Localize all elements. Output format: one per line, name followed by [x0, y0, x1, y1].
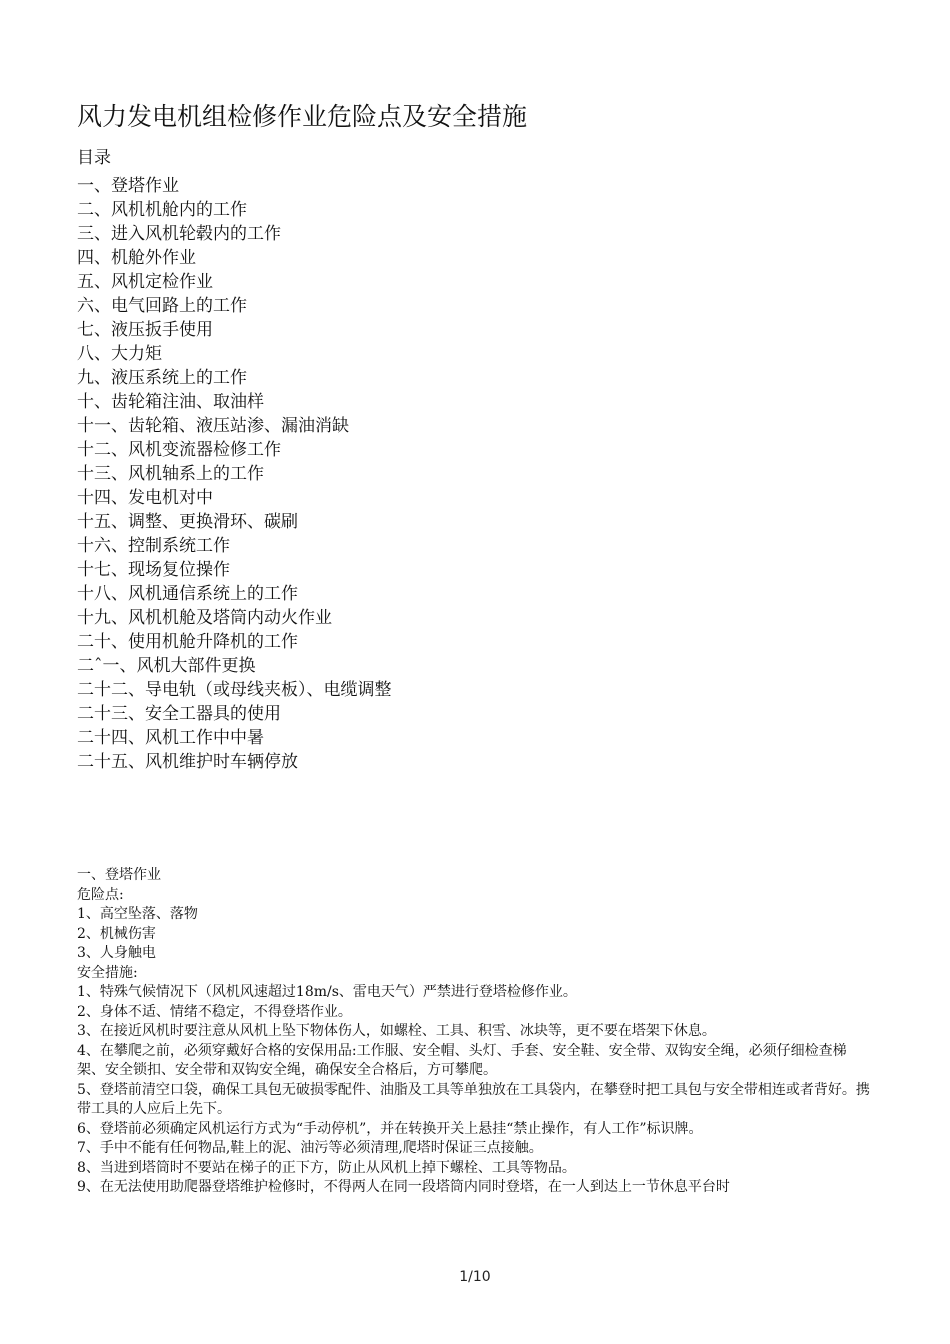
toc-item: 十七、现场复位操作: [77, 560, 230, 580]
toc-item: 二十五、风机维护时车辆停放: [77, 752, 298, 772]
toc-item: 二十二、导电轨（或母线夹板）、电缆调整: [77, 680, 392, 700]
toc-item: 十、齿轮箱注油、取油样: [77, 392, 264, 412]
table-of-contents: [77, 174, 392, 774]
toc-item: 十八、风机通信系统上的工作: [77, 584, 298, 604]
toc-item: 四、机舱外作业: [77, 248, 196, 268]
measure-item: 3、在接近风机时要注意从风机上坠下物体伤人，如螺栓、工具、积雪、冰块等，更不要在塔架下休息。: [77, 1023, 716, 1039]
document-title: 风力发电机组检修作业危险点及安全措施: [77, 102, 528, 131]
toc-item: 八、大力矩: [77, 344, 162, 364]
page-number: 1/10: [459, 1269, 491, 1285]
toc-item: 九、液压系统上的工作: [77, 368, 247, 388]
toc-item: 三、进入风机轮毂内的工作: [77, 224, 281, 244]
toc-item: 十二、风机变流器检修工作: [77, 440, 281, 460]
measure-item: 2、身体不适、情绪不稳定，不得登塔作业。: [77, 1003, 352, 1020]
hazard-item: 2、机械伤害: [77, 925, 156, 942]
toc-item: 一、登塔作业: [77, 176, 179, 196]
toc-item: 十四、发电机对中: [77, 488, 213, 508]
toc-item: 十六、控制系统工作: [77, 536, 230, 556]
hazards-label: 危险点:: [77, 886, 124, 903]
hazard-item: 3、人身触电: [77, 945, 156, 961]
measures-label: 安全措施:: [77, 964, 138, 981]
toc-item: 十九、风机机舱及塔筒内动火作业: [77, 608, 332, 628]
measure-item: 7、手中不能有任何物品,鞋上的泥、油污等必须清理,爬塔时保证三点接触。: [77, 1140, 543, 1156]
measure-item: 6、登塔前必须确定风机运行方式为“手动停机”，并在转换开关上悬挂“禁止操作，有人工作”标识牌。: [77, 1120, 703, 1137]
toc-item: 十一、齿轮箱、液压站渗、漏油消缺: [77, 416, 349, 436]
toc-item: 五、风机定检作业: [77, 272, 213, 292]
toc-item: 二、风机机舱内的工作: [77, 200, 247, 220]
measure-item: 9、在无法使用助爬器登塔维护检修时，不得两人在同一段塔筒内同时登塔，在一人到达上一节休息平台时: [77, 1179, 730, 1195]
toc-item: 二ˆ一、风机大部件更换: [77, 656, 256, 676]
measure-item: 4、在攀爬之前，必须穿戴好合格的安保用品:工作服、安全帽、头灯、手套、安全鞋、安全带、双钩安全绳，必须仔细检查梯架、安全锁扣、安全带和双钩安全绳，确保安全合格后，方可攀爬。: [77, 1042, 847, 1078]
toc-item: 七、液压扳手使用: [77, 320, 213, 340]
measure-item: 1、特殊气候情况下（风机风速超过18m/s、雷电天气）严禁进行登塔检修作业。: [77, 984, 577, 1000]
toc-heading: 目录: [77, 148, 111, 168]
section-heading: 一、登塔作业: [77, 867, 161, 883]
measure-item: 8、当进到塔筒时不要站在梯子的正下方，防止从风机上掉下螺栓、工具等物品。: [77, 1159, 576, 1176]
toc-item: 十五、调整、更换滑环、碳刷: [77, 512, 298, 532]
toc-item: 六、电气回路上的工作: [77, 296, 247, 316]
toc-item: 二十、使用机舱升降机的工作: [77, 632, 298, 652]
toc-item: 十三、风机轴系上的工作: [77, 464, 264, 484]
toc-item: 二十三、安全工器具的使用: [77, 704, 281, 724]
toc-item: 二十四、风机工作中中暑: [77, 728, 264, 748]
measure-item: 5、登塔前清空口袋，确保工具包无破损零配件、油脂及工具等单独放在工具袋内，在攀登时把工具包与安全带相连或者背好。携带工具的人应后上先下。: [77, 1081, 870, 1117]
hazard-item: 1、高空坠落、落物: [77, 906, 198, 922]
section-climbing-work: [77, 866, 877, 1198]
